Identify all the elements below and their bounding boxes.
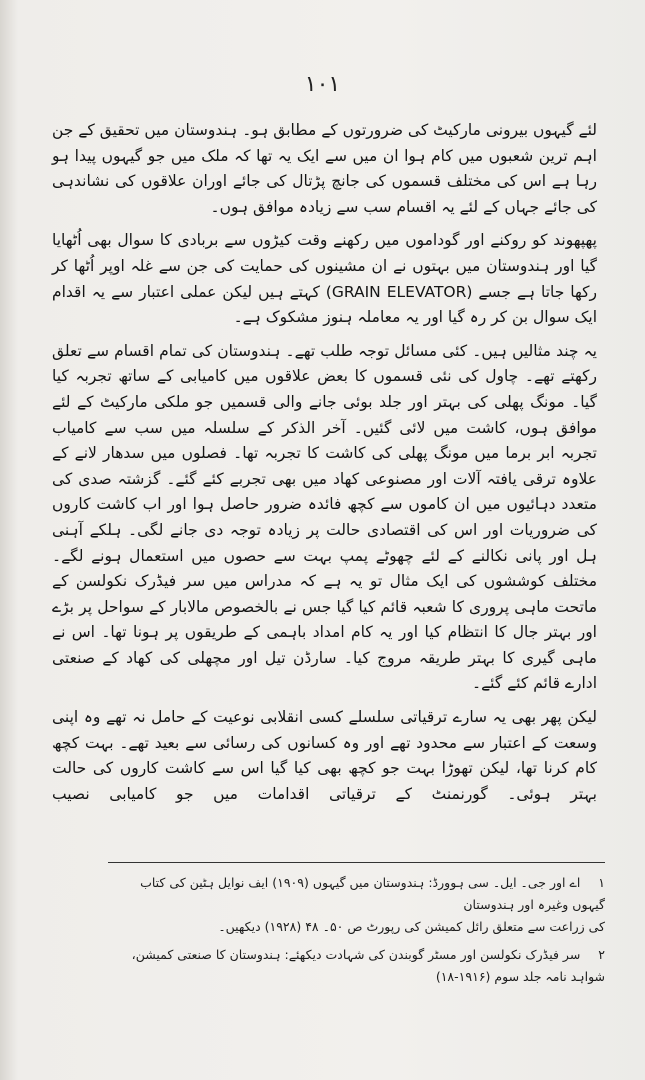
footnote-1-mark: ۱ (598, 875, 605, 890)
main-text (52, 118, 597, 807)
paragraph-3: یہ چند مثالیں ہیں۔ کئی مسائل توجہ طلب تھے۔ ہندوستان کی تمام اقسام سے تعلق رکھتے تھے۔ چاول کی نئی قسموں کا بعض علاقوں میں کامیابی کے ساتھ تجربہ کیا گیا۔ مونگ پھلی کی بہتر اور جلد بوئی جانے والی قسمیں جو ملکی مارکیٹ کے لئے موافق ہوں، کاشت میں لائی گئیں۔ آخر الذکر کے سلسلہ میں سب سے کامیاب تجربہ ابر برما میں مونگ پھلی کی کاشت کا تجربہ تھا۔ فصلوں میں سدھار لانے کے علاوہ ترقی یافتہ آلات اور مصنوعی کھاد میں بھی تجربے کئے گئے۔ گزشتہ صدی کی متعدد دہائیوں میں ان کاموں سے کچھ فائدہ ضرور حاصل ہوا اور اب کاشت کاروں کی ضروریات اور اس کی اقتصادی حالت پر زیادہ توجہ دی جانے لگی۔ ہلکے آہنی ہل اور پانی نکالنے کے لئے چھوٹے پمپ بہت سے حصوں میں استعمال ہونے لگے۔ مختلف کوششوں کی ایک مثال تو یہ ہے کہ مدراس میں سر فیڈرک نکولسن کے ماتحت ماہی پروری کا شعبہ قائم کیا گیا جس نے بالخصوص مالابار کے سواحل پر بڑے اور بہتر جال کا انتظام کیا اور یہ کام امداد باہمی کے طریقوں پر ہونا تھا۔ اس نے ماہی گیری کا بہتر طریقہ مروج کیا۔ سارڈن تیل اور مچھلی کی کھاد کے صنعتی ادارے قائم کئے گئے۔ (52, 341, 597, 693)
footnote-2-mark: ۲ (598, 947, 605, 962)
page-number: ۱۰۱ (304, 72, 341, 97)
paragraph-2: پھپھوند کو روکنے اور گوداموں میں رکھنے وقت کیڑوں سے بربادی کا سوال بھی اُٹھایا گیا اور ہندوستان میں بہتوں نے ان مشینوں کی حمایت کی جن سے غلہ اوپر اُٹھا کر رکھا جاتا ہے جسے (GRAIN ELEVATOR) کہتے ہیں لیکن عملی اعتبار سے یہ اقدام ایک سوال بن کر رہ گیا اور یہ معاملہ ہنوز مشکوک ہے۔ (52, 231, 598, 327)
footnote-2 (108, 944, 605, 988)
footnote-divider (108, 862, 605, 863)
footnote-1-line-2: کی زراعت سے متعلق رائل کمیشن کی رپورٹ ص ۵۰۔ ۴۸ (۱۹۲۸) دیکھیں۔ (218, 919, 605, 934)
paragraph-1: لئے گیہوں بیرونی مارکیٹ کی ضرورتوں کے مطابق ہو۔ ہندوستان میں تحقیق کے جن اہم ترین شعبوں میں کام ہوا ان میں سے ایک یہ تھا کہ ملک میں جو گیہوں پیدا ہو رہا ہے اس کی مختلف قسموں کی جانچ پڑتال کی جائے اوران علاقوں کی نشاندہی کی جائے جہاں کے لئے یہ اقسام سب سے زیادہ موافق ہوں۔ (52, 121, 597, 216)
footnote-2-line-1: سر فیڈرک نکولسن اور مسٹر گوبندن کی شہادت دیکھئے: ہندوستان کا صنعتی کمیشن، شواہد نامہ جلد سوم (۱۹۱۶-۱۸) (131, 947, 605, 984)
footnote-1-line-1: اے اور جی۔ ایل۔ سی ہوورڈ: ہندوستان میں گیہوں (۱۹۰۹) ایف نوایل ہٹین کی کتاب گیہوں وغیرہ اور ہندوستان (140, 875, 605, 912)
footnote-1 (108, 872, 605, 938)
paragraph-4: لیکن پھر بھی یہ سارے ترقیاتی سلسلے کسی انقلابی نوعیت کے حامل نہ تھے وہ اپنی وسعت کے اعتبار سے محدود تھے اور وہ کسانوں کی رسائی سے بعید تھے۔ بہت کچھ کام کرنا تھا، لیکن تھوڑا بہت جو کچھ بھی کیا گیا اس سے کاشت کاروں کی حالت بہتر ہوئی۔ گورنمنٹ کے ترقیاتی اقدامات میں جو کامیابی نصیب (52, 708, 597, 803)
footnotes (108, 872, 605, 994)
